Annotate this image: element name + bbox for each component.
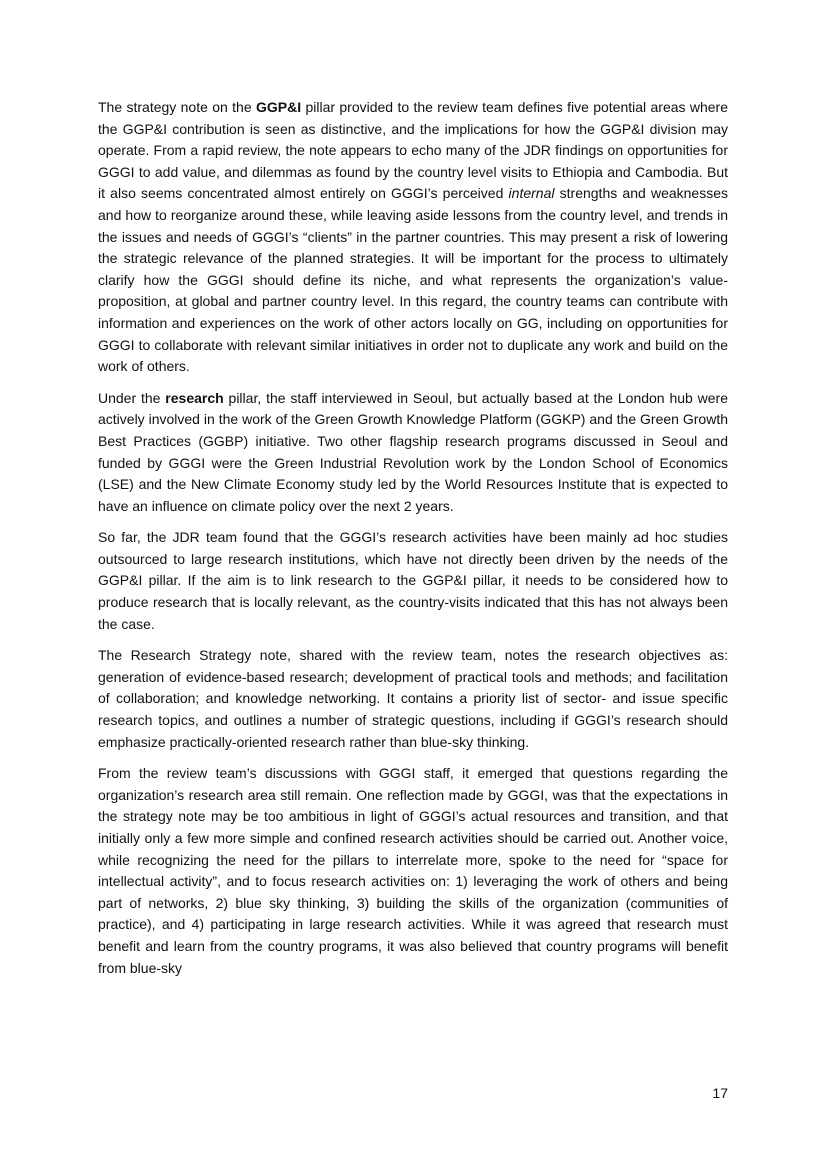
paragraph-jdr-findings: So far, the JDR team found that the GGGI’s research activities have been mainly ad hoc studies outsourced to large research institutions, which have not directly been driven by the needs of the GGP&I pillar. If the aim is to link research to the GGP&I pillar, it needs to be considered how to produce research that is locally relevant, as the country-visits indicated that this has not always been the case.	[98, 529, 728, 632]
text-run: The strategy note on the	[98, 99, 256, 115]
paragraph-staff-discussions: From the review team’s discussions with GGGI staff, it emerged that questions regarding the organization’s research area still remain. One reflection made by GGGI, was that the expectations in the strategy note may be too ambitious in light of GGGI’s actual resources and transition, and that initially only a few more simple and confined research activities should be carried out. Another voice, while recognizing the need for the pillars to interrelate more, spoke to the need for “space for intellectual activity”, and to focus research activities on: 1) leveraging the work of others and being part of networks, 2) blue sky thinking, 3) building the skills of the organization (communities of practice), and 4) participating in large research activities. While it was agreed that research must benefit and learn from the country programs, it was also believed that country programs will benefit from blue-sky	[98, 765, 728, 976]
document-page	[98, 97, 728, 989]
paragraph-research-pillar	[98, 388, 728, 518]
paragraph-research-strategy-note: The Research Strategy note, shared with the review team, notes the research objectives as: generation of evidence-based research; development of practical tools and methods; and facilitation of collaboration; and knowledge networking. It contains a priority list of sector- and issue specific research topics, and outlines a number of strategic questions, including if GGGI’s research should emphasize practically-oriented research rather than blue-sky thinking.	[98, 647, 728, 750]
italic-term-internal: internal	[508, 185, 555, 202]
text-run: Under the	[98, 389, 166, 406]
bold-term-research: research	[165, 389, 224, 406]
text-run: strengths and weaknesses and how to reorganize around these, while leaving aside lessons from the country level, and trends in the issues and needs of GGGI’s “clients” in the partner countries. This may present a risk of lowering the strategic relevance of the planned strategies. It will be important for the process to ultimately clarify how the GGGI should define its niche, and what represents the organization’s value-proposition, at global and partner country level. In this regard, the country teams can contribute with information and experiences on the work of other actors locally on GG, including on opportunities for GGGI to collaborate with relevant similar initiatives in order not to duplicate any work and build on the work of others.	[98, 185, 728, 375]
paragraph-ggpi-pillar	[98, 97, 728, 378]
text-run: pillar provided to the review team defines five potential areas where the GGP&I contribution is seen as distinctive, and the implications for how the GGP&I division may operate. From a rapid review, the note appears to echo many of the JDR findings on opportunities for GGGI to add value, and dilemmas as found by the country level visits to Ethiopia and Cambodia. But it also seems concentrated almost entirely on GGGI’s perceived	[98, 99, 728, 202]
text-run: pillar, the staff interviewed in Seoul, but actually based at the London hub were actively involved in the work of the Green Growth Knowledge Platform (GGKP) and the Green Growth Best Practices (GGBP) initiative. Two other flagship research programs discussed in Seoul and funded by GGGI were the Green Industrial Revolution work by the London School of Economics (LSE) and the New Climate Economy study led by the World Resources Institute that is expected to have an influence on climate policy over the next 2 years.	[98, 389, 728, 514]
page-number: 17	[712, 1085, 728, 1101]
bold-term-ggpi: GGP&I	[255, 99, 302, 115]
